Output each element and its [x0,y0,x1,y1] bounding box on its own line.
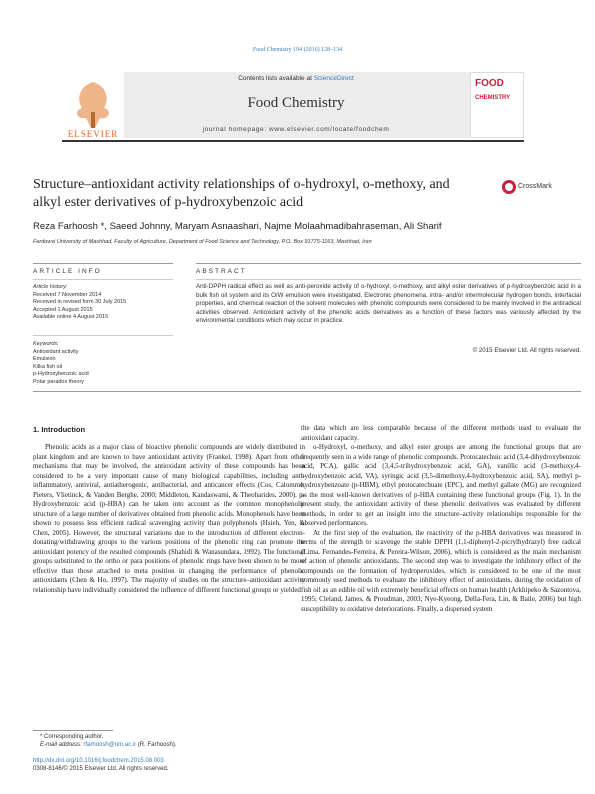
sciencedirect-link[interactable]: ScienceDirect [313,75,354,82]
email-line [40,741,300,749]
body-divider [33,391,581,392]
right-paragraph: At the first step of the evaluation, the reactivity of the p-HBA derivatives was measured in terms of the strength to scavenge the stable DPPH (1,1-diphenyl-2-picrylhydrazyl) free radical (Lima, Fernandes-Ferreira, & Pereira-Wilson, 2006), which is considered as the main mechanism of action of phenolic antioxidants. The second step was to investigate the inhibitory effect of the compounds on the formation of hydroperoxides, which is considered to be one of the most commonly used methods to evaluate the inhibitory effect of antioxidants, during the oxidation of fish oil as an edible oil with extremely beneficial effects on human health (Arkhipeko & Sazontova, 1995; Cleland, James, & Proudman, 2003; Nye-Kyeong, Della-Fera, Lin, & Baile, 2006) but high susceptibility to oxidative deteriorations. Finally, a dispersed system [301,528,581,613]
journal-homepage[interactable]: journal homepage: www.elsevier.com/locate/foodchem [202,126,390,133]
contents-prefix: Contents lists available at [238,75,314,82]
email-link[interactable]: rfarhoosh@um.ac.ir [83,742,137,748]
section-heading-introduction: 1. Introduction [33,425,86,434]
header-divider [62,140,524,142]
email-label: E-mail address: [40,742,84,748]
intro-right-column [301,424,581,614]
doi-block [33,757,293,773]
corresponding-author-note: * Corresponding author. [40,734,104,740]
contents-available-line [124,75,468,82]
keywords-rule [33,335,173,336]
keywords-label: Keywords: [33,341,59,347]
abstract-heading: ABSTRACT [196,268,247,275]
email-suffix: (R. Farhoosh). [136,742,177,748]
journal-cover-thumbnail [470,72,524,138]
author-affiliation: Ferdowsi University of Mashhad, Faculty of Agriculture, Department of Food Science and Technology, P.O. Box 91775-1163, Mashhad, Iran [33,239,372,245]
keyword-item: Polar paradox theory [33,378,85,385]
keyword-item: p-Hydroxybenzoic acid [33,371,89,377]
cover-title-chemistry: CHEMISTRY [475,95,511,101]
issn-copyright: 0308-8146/© 2015 Elsevier Ltd. All rights reserved. [33,766,169,772]
article-info-subrule [33,279,173,280]
doi-link[interactable]: http://dx.doi.org/10.1016/j.foodchem.2015.08.003 [33,758,164,764]
journal-title: Food Chemistry [247,95,345,111]
journal-citation[interactable]: Food Chemistry 194 (2016) 128–134 [252,47,343,53]
publisher-wordmark: ELSEVIER [67,129,119,139]
keyword-item: Kilka fish oil [33,363,63,370]
article-title: Structure–antioxidant activity relationships of o-hydroxyl, o-methoxy, and alkyl ester derivatives of p-hydroxybenzoic acid [33,177,450,210]
footnote-block [40,733,300,749]
keyword-item: Antioxidant activity [33,348,79,355]
history-item: Accepted 1 August 2015 [33,306,93,313]
cover-title-food: FOOD [475,78,504,89]
right-paragraph: the data which are less comparable because of the different methods used to evaluate the antioxidant capacity. [301,424,581,442]
right-paragraph: o-Hydroxyl, o-methoxy, and alkyl ester groups are among the functional groups that are frequently seen in a wide range of phenolic compounds. Protocatechuic acid (3,4-dihydroxybenzoic acid, PCA), gallic acid (3,4,5-trihydroxybenzoic acid, GA), vanillic acid (3-methoxy,4-hydroxybenzoic acid, VA), syringic acid (3,5-dimethoxy,4-hydroxybenzoic acid, SA), methyl p-hydroxybenzoate (p-HBM), ethyl protocatechuate (EPC), and methyl gallate (MG) are recognized as the most well-known derivatives of p-HBA containing these functional groups (Fig. 1). In the present study, the antioxidant activity of these phenolic derivatives was evaluated by different methods, in order to get an insight into the structure–activity relationships responsible for the observed performances. [301,443,581,527]
footnote-rule [33,730,113,731]
abstract-copyright: © 2015 Elsevier Ltd. All rights reserved. [472,347,581,354]
abstract-rule [196,263,581,264]
keywords-block [33,341,183,386]
history-item: Received in revised form 30 July 2015 [33,299,127,305]
intro-left-column: Phenolic acids as a major class of bioactive phenolic compounds are widely distributed in plant kingdom and are known to have antioxidant activity (Frankel, 1998). Apart from other mechanisms that may be involved, the antioxidant activity of these compounds has been considered to be a very important cause of many biological capabilities, including anti-inflammatory, antiviral, antiatherogenic, antibacterial, and anticancer effects (Cos, Calomme, Pieters, Vlietinck, & Vanden Berghe, 2000; Middleton, Kandaswami, & Theoharides, 2000). p-Hydroxybenzoic acid (p-HBA) can be taken into account as the common monophenolic structure of a large number of derivatives obtained from phenolic acids. Monophenols have been shown to possess less efficient radical scavenging activity than polyphenols (Hsieh, Yen, & Chen, 2005). However, the structural variations due to the introduction of different electron-donating/withdrawing groups to the various positions of the phenolic ring can promote the antioxidant potency of the resulted compounds (Shahidi & Wanasundara, 1992). The functional groups substituted to the ortho or para positions of phenolic rings have been shown to be more effective than those attached to meta position in changing the performance of phenolic antioxidants (Chen & Ho, 1997). The majority of studies on the structure–antioxidant activity relationship have individually considered the influence of different functional groups or yielded [33,443,305,594]
keyword-item: Emulsion [33,356,56,362]
author-list: Reza Farhoosh *, Saeed Johnny, Maryam Asnaashari, Najme Molaahmadibahraseman, Ali Sharif [33,221,442,232]
article-info-rule [33,263,173,264]
history-item: Available online 4 August 2015 [33,314,109,320]
crossmark-label[interactable]: CrossMark [518,183,552,190]
article-history [33,284,183,322]
history-label: Article history: [33,284,68,290]
history-item: Received 7 November 2014 [33,291,102,298]
abstract-text: Anti-DPPH radical effect as well as anti-peroxide activity of o-hydroxyl, o-methoxy, and alkyl ester derivatives of p-hydroxybenzoic acid in a bulk fish oil system and its O/W emulsion were investigated. Electronic phenomena, intra- and/or intermolecular hydrogen bonds, interfacial properties, and chemical reaction of the solvent molecules with phenolic compounds were considered to be mainly involved in the antiradical activities observed. Antioxidant activity of the phenolic acids derivatives as a function of these factors was variously affected by the environmental conditions which may occur in practice. [196,283,581,325]
abstract-subrule [196,279,581,280]
article-info-heading: ARTICLE INFO [33,268,102,275]
crossmark-icon-center [505,183,513,191]
